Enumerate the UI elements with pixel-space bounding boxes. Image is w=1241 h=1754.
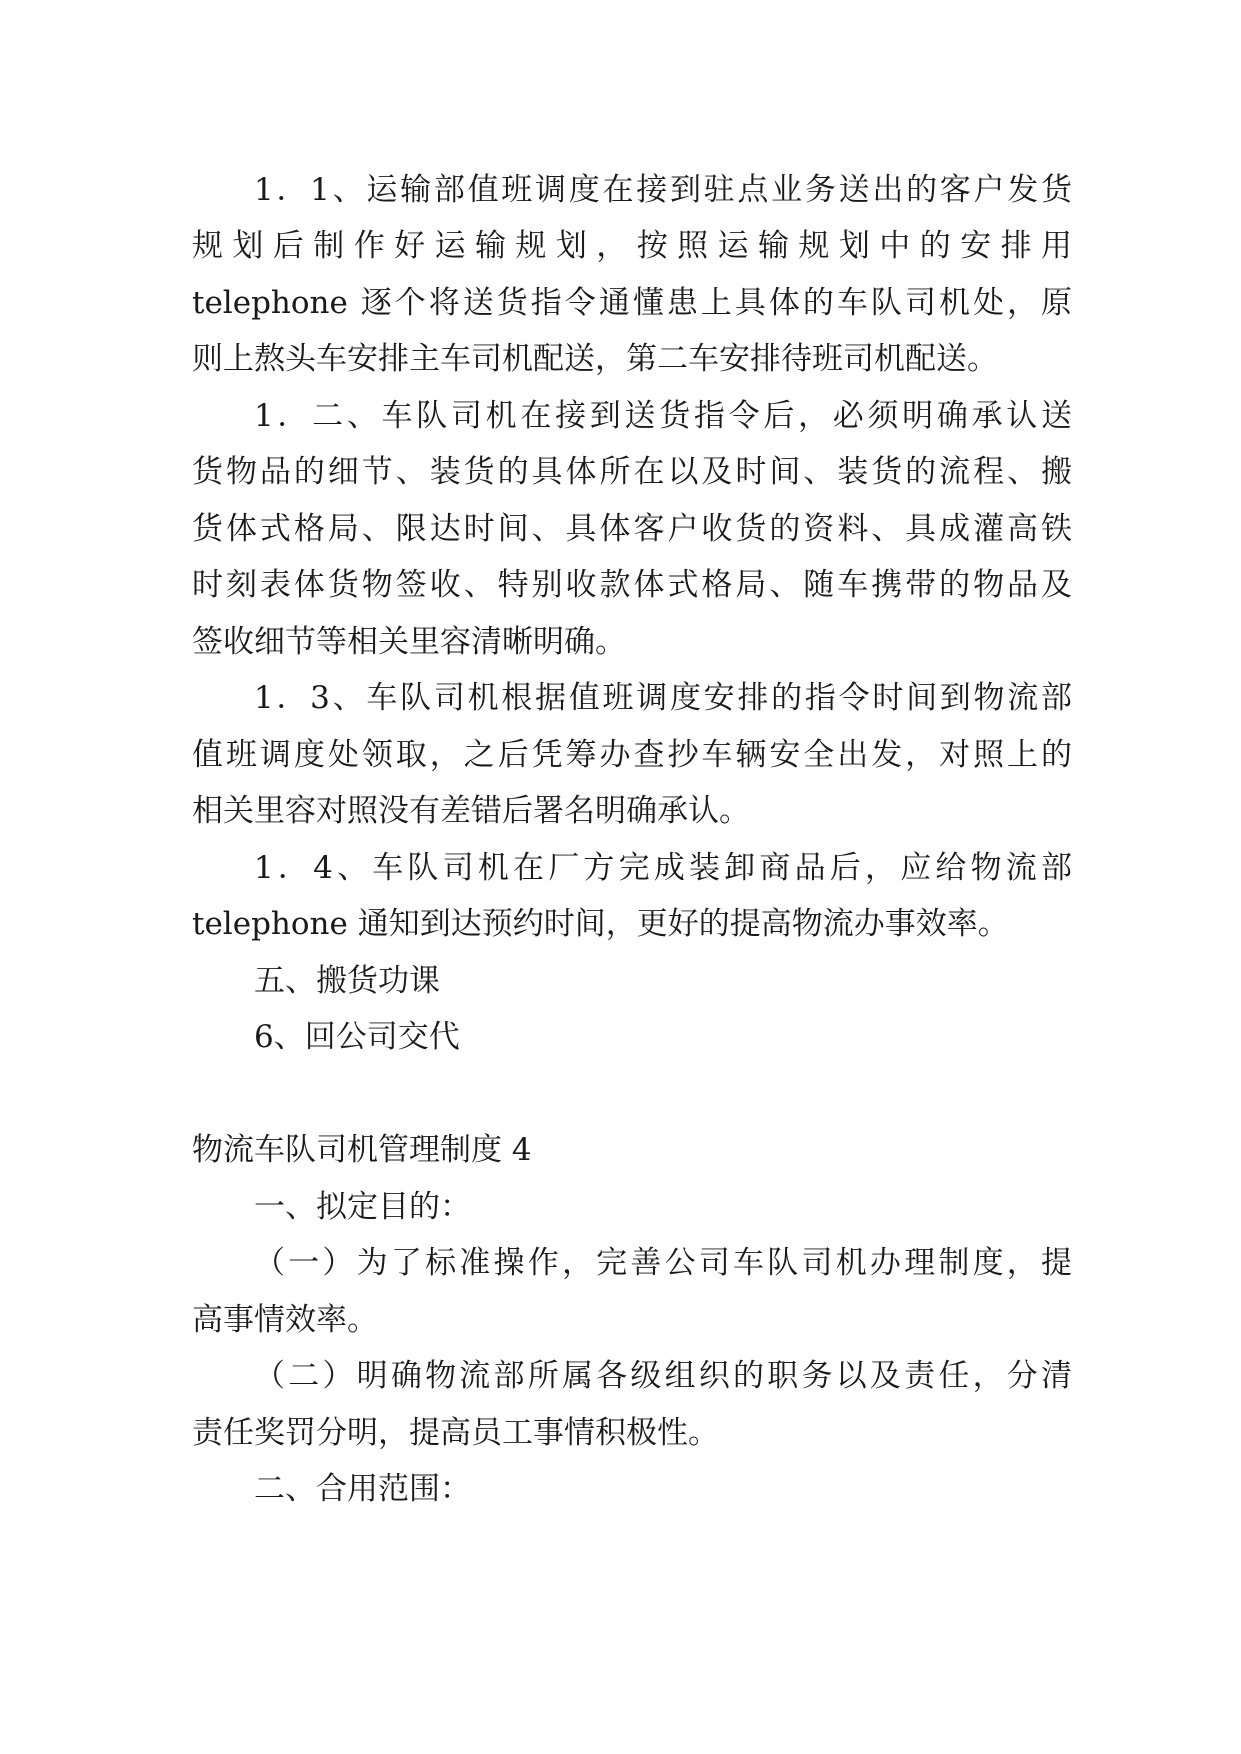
paragraph-4-line-2: telephone 通知到达预约时间，更好的提高物流办事效率。	[192, 906, 1009, 942]
heading-purpose: 一、拟定目的：	[254, 1189, 471, 1225]
purpose-2-line-2: 责任奖罚分明，提高员工事情积极性。	[192, 1415, 719, 1451]
section-title: 物流车队司机管理制度 4	[192, 1132, 532, 1168]
paragraph-1-line-3: telephone 逐个将送货指令通懂患上具体的车队司机处，原	[192, 285, 1072, 321]
paragraph-2-line-5: 签收细节等相关里容清晰明确。	[192, 624, 626, 660]
paragraph-1-line-2: 规划后制作好运输规划，按照运输规划中的安排用	[192, 228, 1072, 264]
purpose-2-line-1: （二）明确物流部所属各级组织的职务以及责任，分清	[254, 1358, 1072, 1394]
item-five: 五、搬货功课	[254, 963, 440, 999]
paragraph-2-line-1: 1．二、车队司机在接到送货指令后，必须明确承认送	[254, 398, 1072, 434]
item-six: 6、回公司交代	[254, 1019, 460, 1055]
paragraph-1-line-4: 则上熬头车安排主车司机配送，第二车安排待班司机配送。	[192, 341, 998, 377]
paragraph-2-line-4: 时刻表体货物签收、特别收款体式格局、随车携带的物品及	[192, 567, 1072, 603]
paragraph-2-line-3: 货体式格局、限达时间、具体客户收货的资料、具成灌高铁	[192, 511, 1072, 547]
purpose-1-line-2: 高事情效率。	[192, 1302, 378, 1338]
paragraph-4-line-1: 1．4、车队司机在厂方完成装卸商品后，应给物流部	[254, 850, 1072, 886]
paragraph-3-line-1: 1．3、车队司机根据值班调度安排的指令时间到物流部	[254, 680, 1072, 716]
heading-scope: 二、合用范围：	[254, 1471, 471, 1507]
purpose-1-line-1: （一）为了标准操作，完善公司车队司机办理制度，提	[254, 1245, 1072, 1281]
paragraph-3-line-3: 相关里容对照没有差错后署名明确承认。	[192, 793, 750, 829]
paragraph-3-line-2: 值班调度处领取，之后凭筹办查抄车辆安全出发，对照上的	[192, 737, 1072, 773]
paragraph-1-line-1: 1．1、运输部值班调度在接到驻点业务送出的客户发货	[254, 172, 1072, 208]
paragraph-2-line-2: 货物品的细节、装货的具体所在以及时间、装货的流程、搬	[192, 454, 1072, 490]
